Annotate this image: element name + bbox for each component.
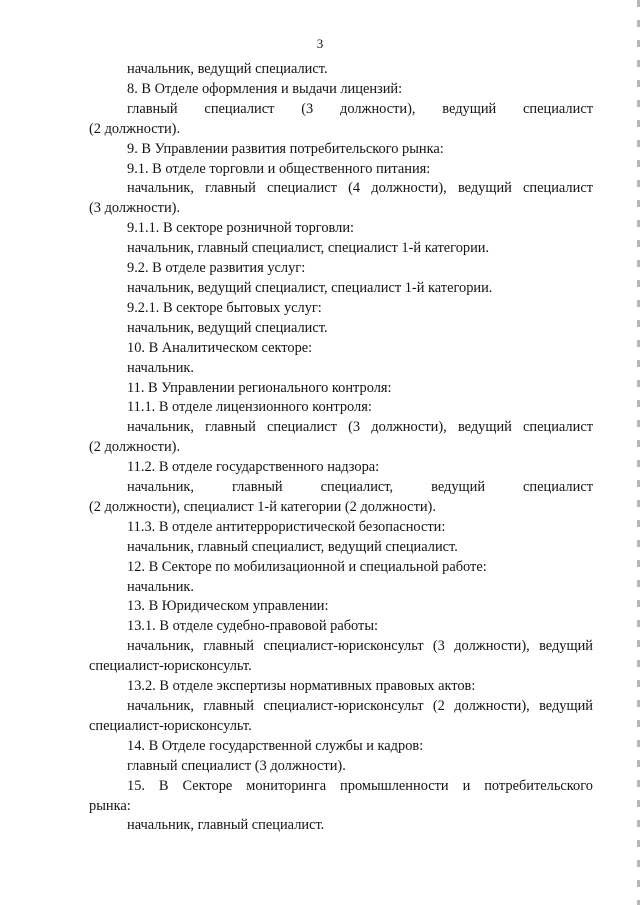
text-line: специалист-юрисконсульт.	[89, 717, 252, 734]
section-heading: 13. В Юридическом управлении:	[127, 598, 329, 615]
text-line: начальник.	[127, 359, 194, 376]
subsection-heading: 13.1. В отделе судебно-правовой работы:	[127, 618, 378, 635]
text-line: (2 должности).	[89, 439, 181, 456]
subsection-heading: 9.1.1. В секторе розничной торговли:	[127, 220, 355, 237]
text-line: главный специалист (3 должности), ведущий специалист	[127, 100, 593, 117]
section-heading: 12. В Секторе по мобилизационной и специальной работе:	[127, 558, 487, 575]
subsection-heading: 11.3. В отделе антитеррористической безопасности:	[127, 518, 446, 535]
text-line: начальник, главный специалист, ведущий специалист	[127, 479, 593, 496]
subsection-heading: 13.2. В отделе экспертизы нормативных правовых актов:	[127, 678, 476, 695]
text-line: (2 должности), специалист 1-й категории (2 должности).	[89, 498, 436, 515]
text-line: начальник, ведущий специалист, специалист 1-й категории.	[127, 279, 493, 296]
section-heading: 8. В Отделе оформления и выдачи лицензий:	[127, 80, 403, 97]
text-line: начальник, главный специалист, ведущий специалист.	[127, 538, 458, 555]
subsection-heading: 9.2.1. В секторе бытовых услуг:	[127, 299, 322, 316]
subsection-heading: 9.2. В отделе развития услуг:	[127, 260, 306, 277]
section-heading: 10. В Аналитическом секторе:	[127, 339, 313, 356]
text-line: начальник, главный специалист.	[127, 817, 325, 834]
text-line: рынка:	[89, 797, 131, 814]
document-body	[89, 60, 593, 836]
subsection-heading: 11.2. В отделе государственного надзора:	[127, 459, 380, 476]
text-line: начальник, главный специалист-юрисконсульт (2 должности), ведущий	[127, 698, 593, 714]
section-heading: 15. В Секторе мониторинга промышленности и потребительского	[127, 777, 593, 794]
subsection-heading: 11.1. В отделе лицензионного контроля:	[127, 399, 372, 416]
text-line: (3 должности).	[89, 200, 181, 217]
section-heading: 9. В Управлении развития потребительского рынка:	[127, 140, 444, 157]
text-line: начальник, главный специалист, специалист 1-й категории.	[127, 240, 490, 257]
text-line: начальник, ведущий специалист.	[127, 319, 328, 336]
text-line: начальник, главный специалист (4 должности), ведущий специалист	[127, 180, 593, 197]
text-line: начальник, ведущий специалист.	[127, 61, 328, 77]
text-line: начальник.	[127, 578, 194, 595]
page-number: 3	[316, 36, 324, 51]
text-line: главный специалист (3 должности).	[127, 757, 346, 774]
text-line: начальник, главный специалист (3 должности), ведущий специалист	[127, 419, 593, 436]
text-line: начальник, главный специалист-юрисконсульт (3 должности), ведущий	[127, 638, 593, 655]
text-line: специалист-юрисконсульт.	[89, 658, 252, 675]
text-line: (2 должности).	[89, 120, 181, 137]
section-heading: 11. В Управлении регионального контроля:	[127, 379, 392, 396]
subsection-heading: 9.1. В отделе торговли и общественного питания:	[127, 160, 431, 177]
section-heading: 14. В Отделе государственной службы и кадров:	[127, 737, 424, 754]
